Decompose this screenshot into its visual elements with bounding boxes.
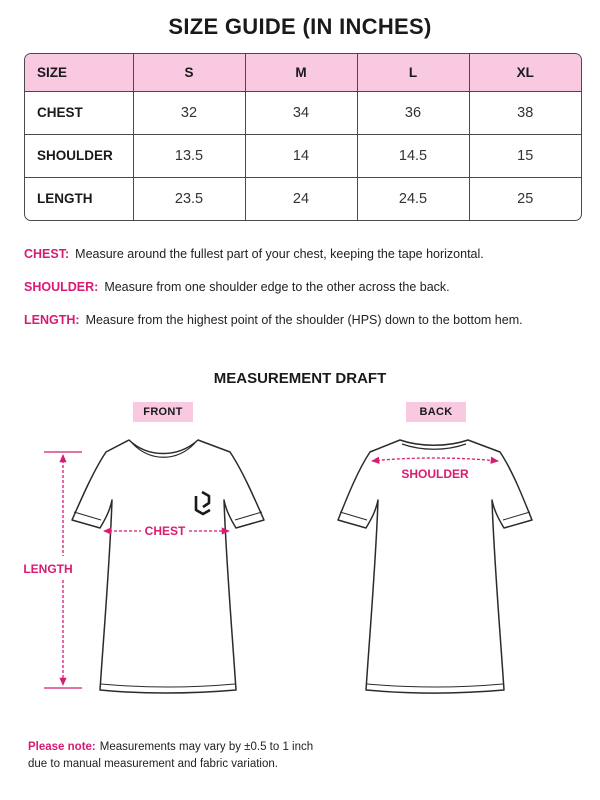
row-label: SHOULDER bbox=[25, 134, 133, 177]
table-cell: 14.5 bbox=[357, 134, 469, 177]
table-row-chest bbox=[25, 91, 581, 134]
chest-label: CHEST bbox=[144, 524, 186, 538]
front-tshirt bbox=[72, 440, 264, 693]
shoulder-label: SHOULDER bbox=[401, 467, 469, 481]
measurement-definitions bbox=[24, 246, 584, 345]
note-term: Please note: bbox=[28, 741, 96, 753]
definition-text: Measure around the fullest part of your chest, keeping the tape horizontal. bbox=[75, 247, 484, 261]
table-cell: 14 bbox=[245, 134, 357, 177]
table-cell: 38 bbox=[469, 91, 581, 134]
table-cell: 24 bbox=[245, 177, 357, 220]
row-label: LENGTH bbox=[25, 177, 133, 220]
table-cell: 32 bbox=[133, 91, 245, 134]
definition-chest bbox=[24, 246, 584, 262]
front-label: FRONT bbox=[133, 402, 193, 422]
header-m: M bbox=[245, 54, 357, 91]
table-cell: 15 bbox=[469, 134, 581, 177]
note-line-1 bbox=[28, 739, 313, 756]
length-label: LENGTH bbox=[23, 562, 73, 576]
definition-term: CHEST: bbox=[24, 247, 70, 261]
definition-text: Measure from one shoulder edge to the other across the back. bbox=[104, 280, 450, 294]
note-line-2: due to manual measurement and fabric variation. bbox=[28, 758, 278, 770]
table-cell: 34 bbox=[245, 91, 357, 134]
definition-term: LENGTH: bbox=[24, 313, 80, 327]
header-l: L bbox=[357, 54, 469, 91]
definition-length bbox=[24, 312, 584, 328]
definition-shoulder bbox=[24, 279, 584, 295]
definition-term: SHOULDER: bbox=[24, 280, 99, 294]
table-row-shoulder bbox=[25, 134, 581, 177]
draft-title: MEASUREMENT DRAFT bbox=[213, 370, 387, 387]
header-s: S bbox=[133, 54, 245, 91]
page-title: SIZE GUIDE (IN INCHES) bbox=[168, 14, 432, 39]
size-table bbox=[24, 53, 582, 221]
header-size: SIZE bbox=[25, 54, 133, 91]
table-cell: 25 bbox=[517, 190, 534, 207]
header-xl: XL bbox=[469, 54, 581, 91]
row-label: CHEST bbox=[25, 91, 133, 134]
please-note bbox=[28, 739, 313, 773]
table-cell: 24.5 bbox=[357, 177, 469, 220]
table-row-length bbox=[25, 177, 581, 220]
table-cell: 13.5 bbox=[133, 134, 245, 177]
definition-text: Measure from the highest point of the shoulder (HPS) down to the bottom hem. bbox=[85, 313, 523, 327]
table-header-row bbox=[25, 54, 581, 91]
back-label: BACK bbox=[406, 402, 466, 422]
table-cell: 23.5 bbox=[133, 177, 245, 220]
measurement-draft-illustration bbox=[0, 420, 600, 720]
table-cell: 36 bbox=[357, 91, 469, 134]
note-text: Measurements may vary by ±0.5 to 1 inch bbox=[99, 741, 314, 753]
